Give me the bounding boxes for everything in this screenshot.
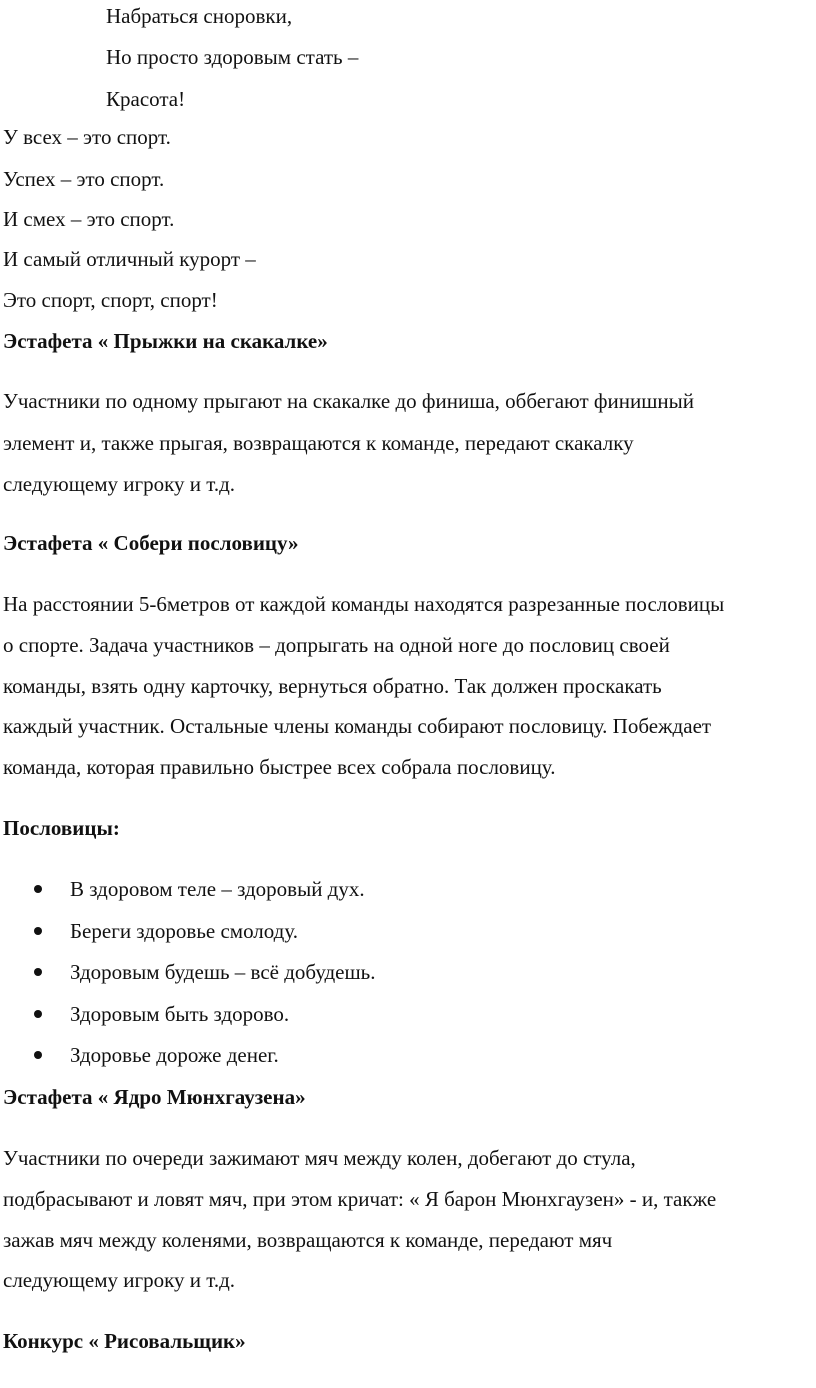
paragraph-line: элемент и, также прыгая, возвращаются к команде, передают скакалку xyxy=(3,431,634,455)
poem-line: Но просто здоровым стать – xyxy=(106,45,359,69)
section-heading: Эстафета « Ядро Мюнхгаузена» xyxy=(3,1085,306,1109)
proverb-item: Здоровым быть здорово. xyxy=(70,1002,290,1026)
bullet-icon xyxy=(34,1051,42,1059)
paragraph-line: зажав мяч между коленями, возвращаются к команде, передают мяч xyxy=(3,1228,613,1252)
paragraph-line: На расстоянии 5-6метров от каждой команды находятся разрезанные пословицы xyxy=(3,592,725,616)
paragraph-line: команды, взять одну карточку, вернуться обратно. Так должен проскакать xyxy=(3,674,662,698)
paragraph-line: следующему игроку и т.д. xyxy=(3,472,236,496)
bullet-icon xyxy=(34,885,42,893)
section-heading: Конкурс « Рисовальщик» xyxy=(3,1329,246,1353)
poem-line: Красота! xyxy=(106,87,186,111)
bullet-icon xyxy=(34,968,42,976)
poem-line: Это спорт, спорт, спорт! xyxy=(3,288,218,312)
poem-line: У всех – это спорт. xyxy=(3,125,171,149)
bullet-icon xyxy=(34,1010,42,1018)
paragraph-line: каждый участник. Остальные члены команды собирают пословицу. Побеждает xyxy=(3,714,712,738)
proverb-item: Здоровье дороже денег. xyxy=(70,1043,279,1067)
section-heading: Пословицы: xyxy=(3,816,120,840)
proverb-item: Береги здоровье смолоду. xyxy=(70,919,299,943)
paragraph-line: следующему игроку и т.д. xyxy=(3,1268,236,1292)
poem-line: И самый отличный курорт – xyxy=(3,247,256,271)
proverb-item: Здоровым будешь – всё добудешь. xyxy=(70,960,376,984)
paragraph-line: команда, которая правильно быстрее всех собрала пословицу. xyxy=(3,755,556,779)
section-heading: Эстафета « Прыжки на скакалке» xyxy=(3,329,328,353)
bullet-icon xyxy=(34,927,42,935)
paragraph-line: Участники по очереди зажимают мяч между колен, добегают до стула, xyxy=(3,1146,636,1170)
paragraph-line: подбрасывают и ловят мяч, при этом кричат: « Я барон Мюнхгаузен» - и, также xyxy=(3,1187,717,1211)
poem-line: И смех – это спорт. xyxy=(3,207,175,231)
paragraph-line: о спорте. Задача участников – допрыгать на одной ноге до пословиц своей xyxy=(3,633,670,657)
poem-line: Успех – это спорт. xyxy=(3,167,165,191)
poem-line: Набраться сноровки, xyxy=(106,4,293,28)
paragraph-line: Участники по одному прыгают на скакалке до финиша, оббегают финишный xyxy=(3,389,694,413)
proverb-item: В здоровом теле – здоровый дух. xyxy=(70,877,365,901)
section-heading: Эстафета « Собери пословицу» xyxy=(3,531,299,555)
